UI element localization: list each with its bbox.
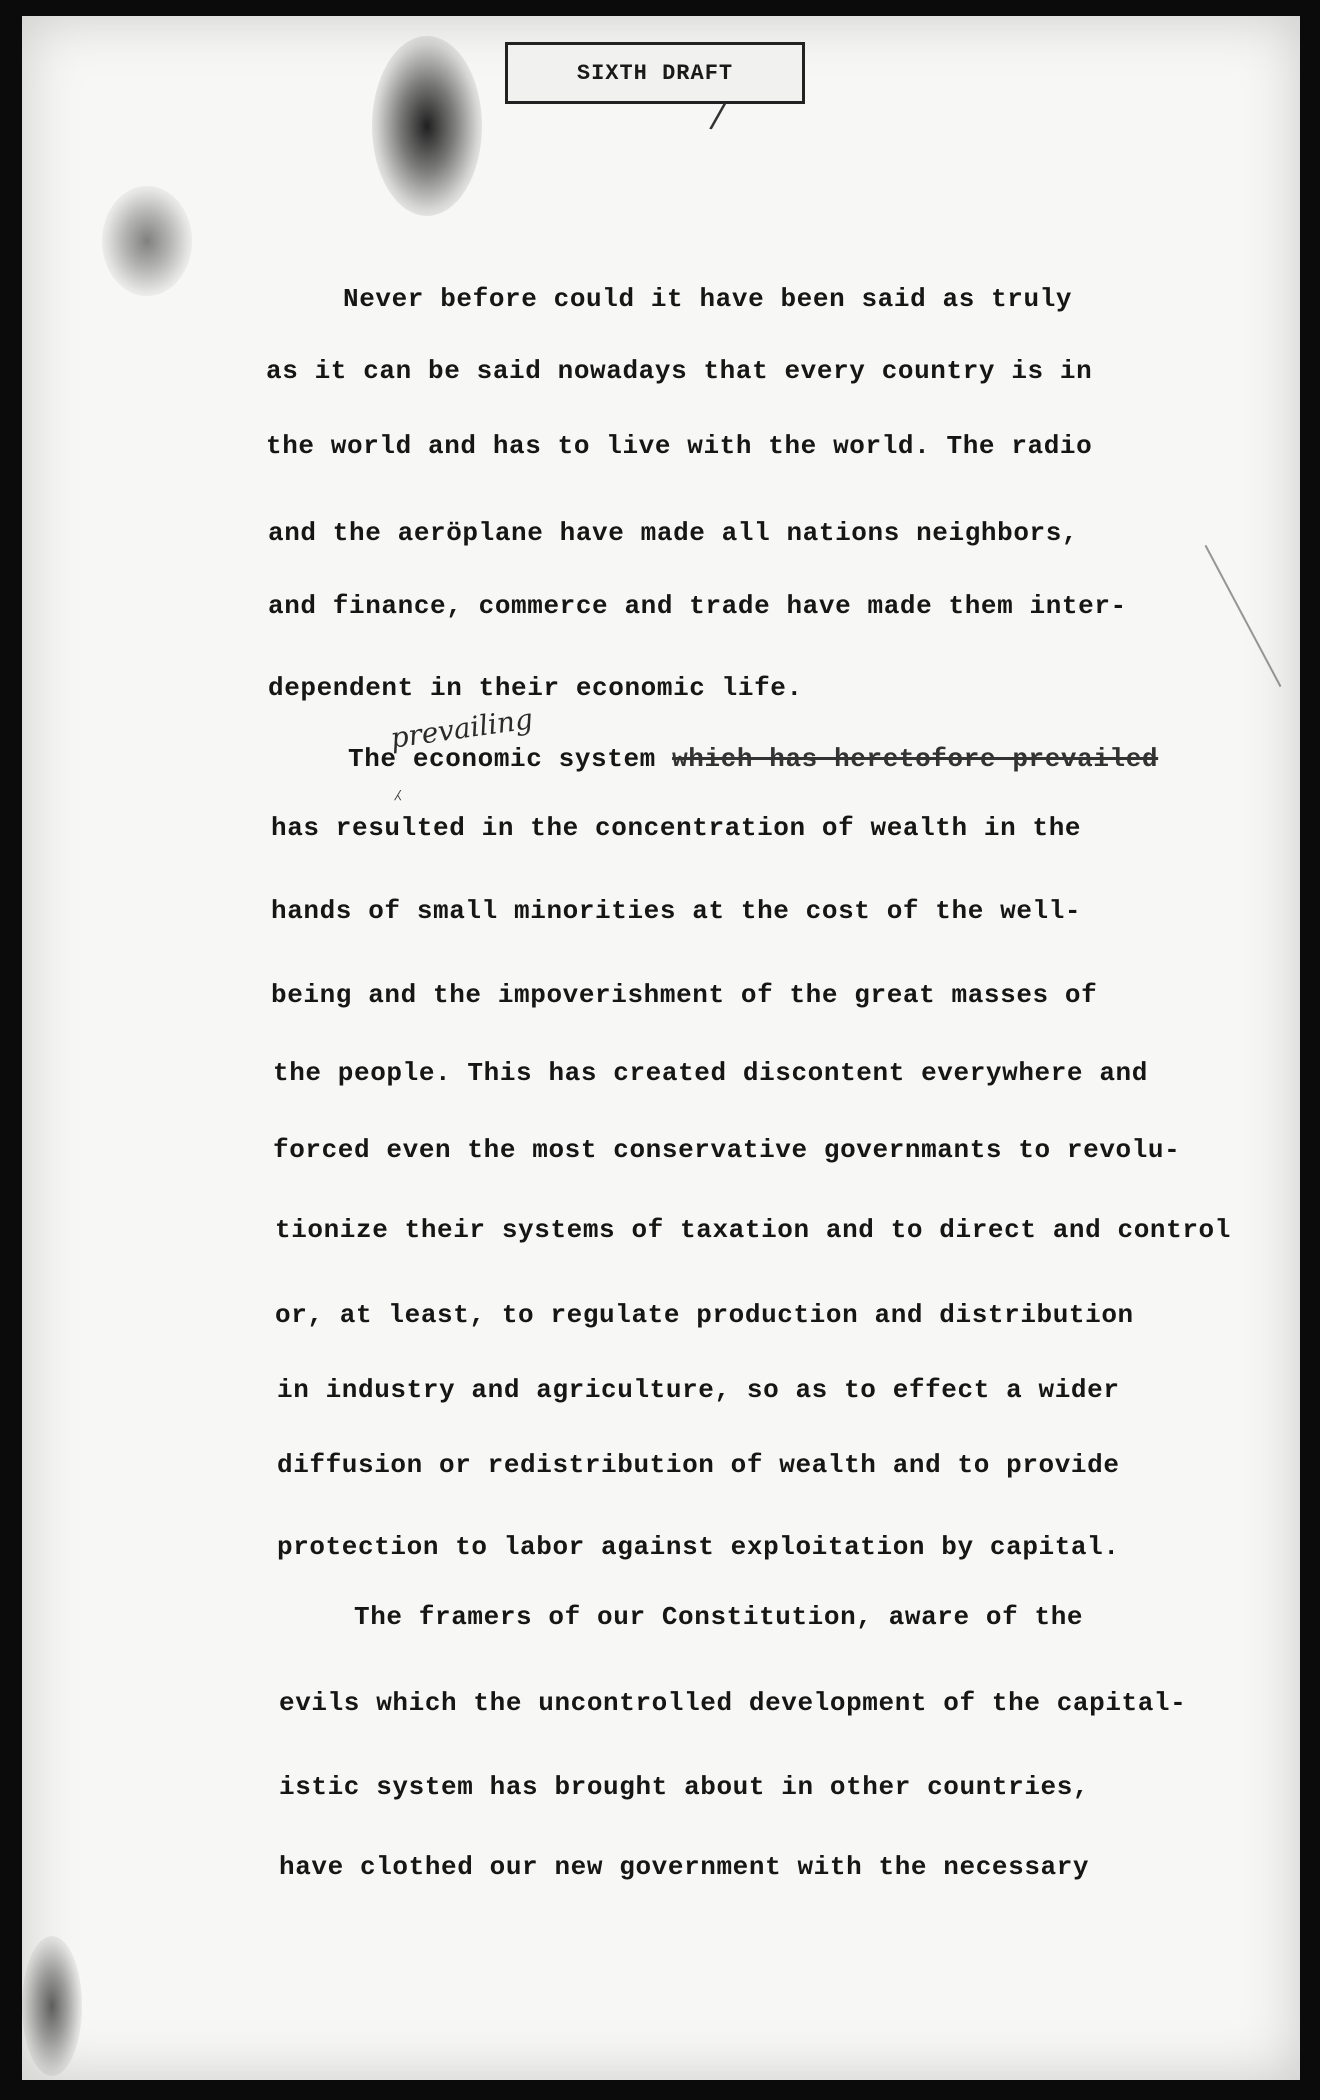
text-line: tionize their systems of taxation and to direct and control bbox=[275, 1215, 1231, 1245]
draft-label-box bbox=[505, 42, 805, 104]
page-mark: / bbox=[707, 95, 728, 137]
text-line: hands of small minorities at the cost of the well- bbox=[271, 896, 1082, 926]
text-line: in industry and agriculture, so as to effect a wider bbox=[277, 1375, 1120, 1405]
text-line: diffusion or redistribution of wealth and to provide bbox=[277, 1450, 1120, 1480]
text-line: being and the impoverishment of the great masses of bbox=[271, 980, 1098, 1010]
text-line: protection to labor against exploitation by capital. bbox=[277, 1532, 1120, 1562]
ink-smudge bbox=[22, 1936, 82, 2076]
text-line: as it can be said nowadays that every country is in bbox=[266, 356, 1093, 386]
insertion-caret: ⁁ bbox=[395, 777, 401, 802]
text-fragment: The bbox=[348, 744, 397, 774]
text-line: and finance, commerce and trade have made them inter- bbox=[268, 591, 1127, 621]
text-line: has resulted in the concentration of wealth in the bbox=[271, 813, 1082, 843]
text-line: have clothed our new government with the necessary bbox=[279, 1852, 1090, 1882]
document-page bbox=[22, 16, 1300, 2080]
text-line: or, at least, to regulate production and distribution bbox=[275, 1300, 1134, 1330]
text-line: dependent in their economic life. bbox=[268, 673, 803, 703]
text-line: and the aeröplane have made all nations neighbors, bbox=[268, 518, 1079, 548]
text-line: The framers of our Constitution, aware of the bbox=[354, 1602, 1084, 1632]
text-fragment: economic system bbox=[412, 744, 656, 774]
text-line: Never before could it have been said as truly bbox=[343, 284, 1073, 314]
text-line bbox=[348, 744, 1158, 774]
handwritten-insertion: prevailing bbox=[388, 702, 535, 755]
struck-text: which has heretofore prevailed bbox=[672, 744, 1159, 774]
ink-smudge bbox=[102, 186, 192, 296]
ink-smudge bbox=[372, 36, 482, 216]
draft-label: SIXTH DRAFT bbox=[576, 60, 734, 86]
text-line: the world and has to live with the world. The radio bbox=[266, 431, 1093, 461]
margin-mark bbox=[1205, 545, 1282, 687]
text-line: evils which the uncontrolled development of the capital- bbox=[279, 1688, 1187, 1718]
text-line: istic system has brought about in other countries, bbox=[279, 1772, 1090, 1802]
text-line: the people. This has created discontent everywhere and bbox=[273, 1058, 1148, 1088]
text-line: forced even the most conservative governmants to revolu- bbox=[273, 1135, 1181, 1165]
